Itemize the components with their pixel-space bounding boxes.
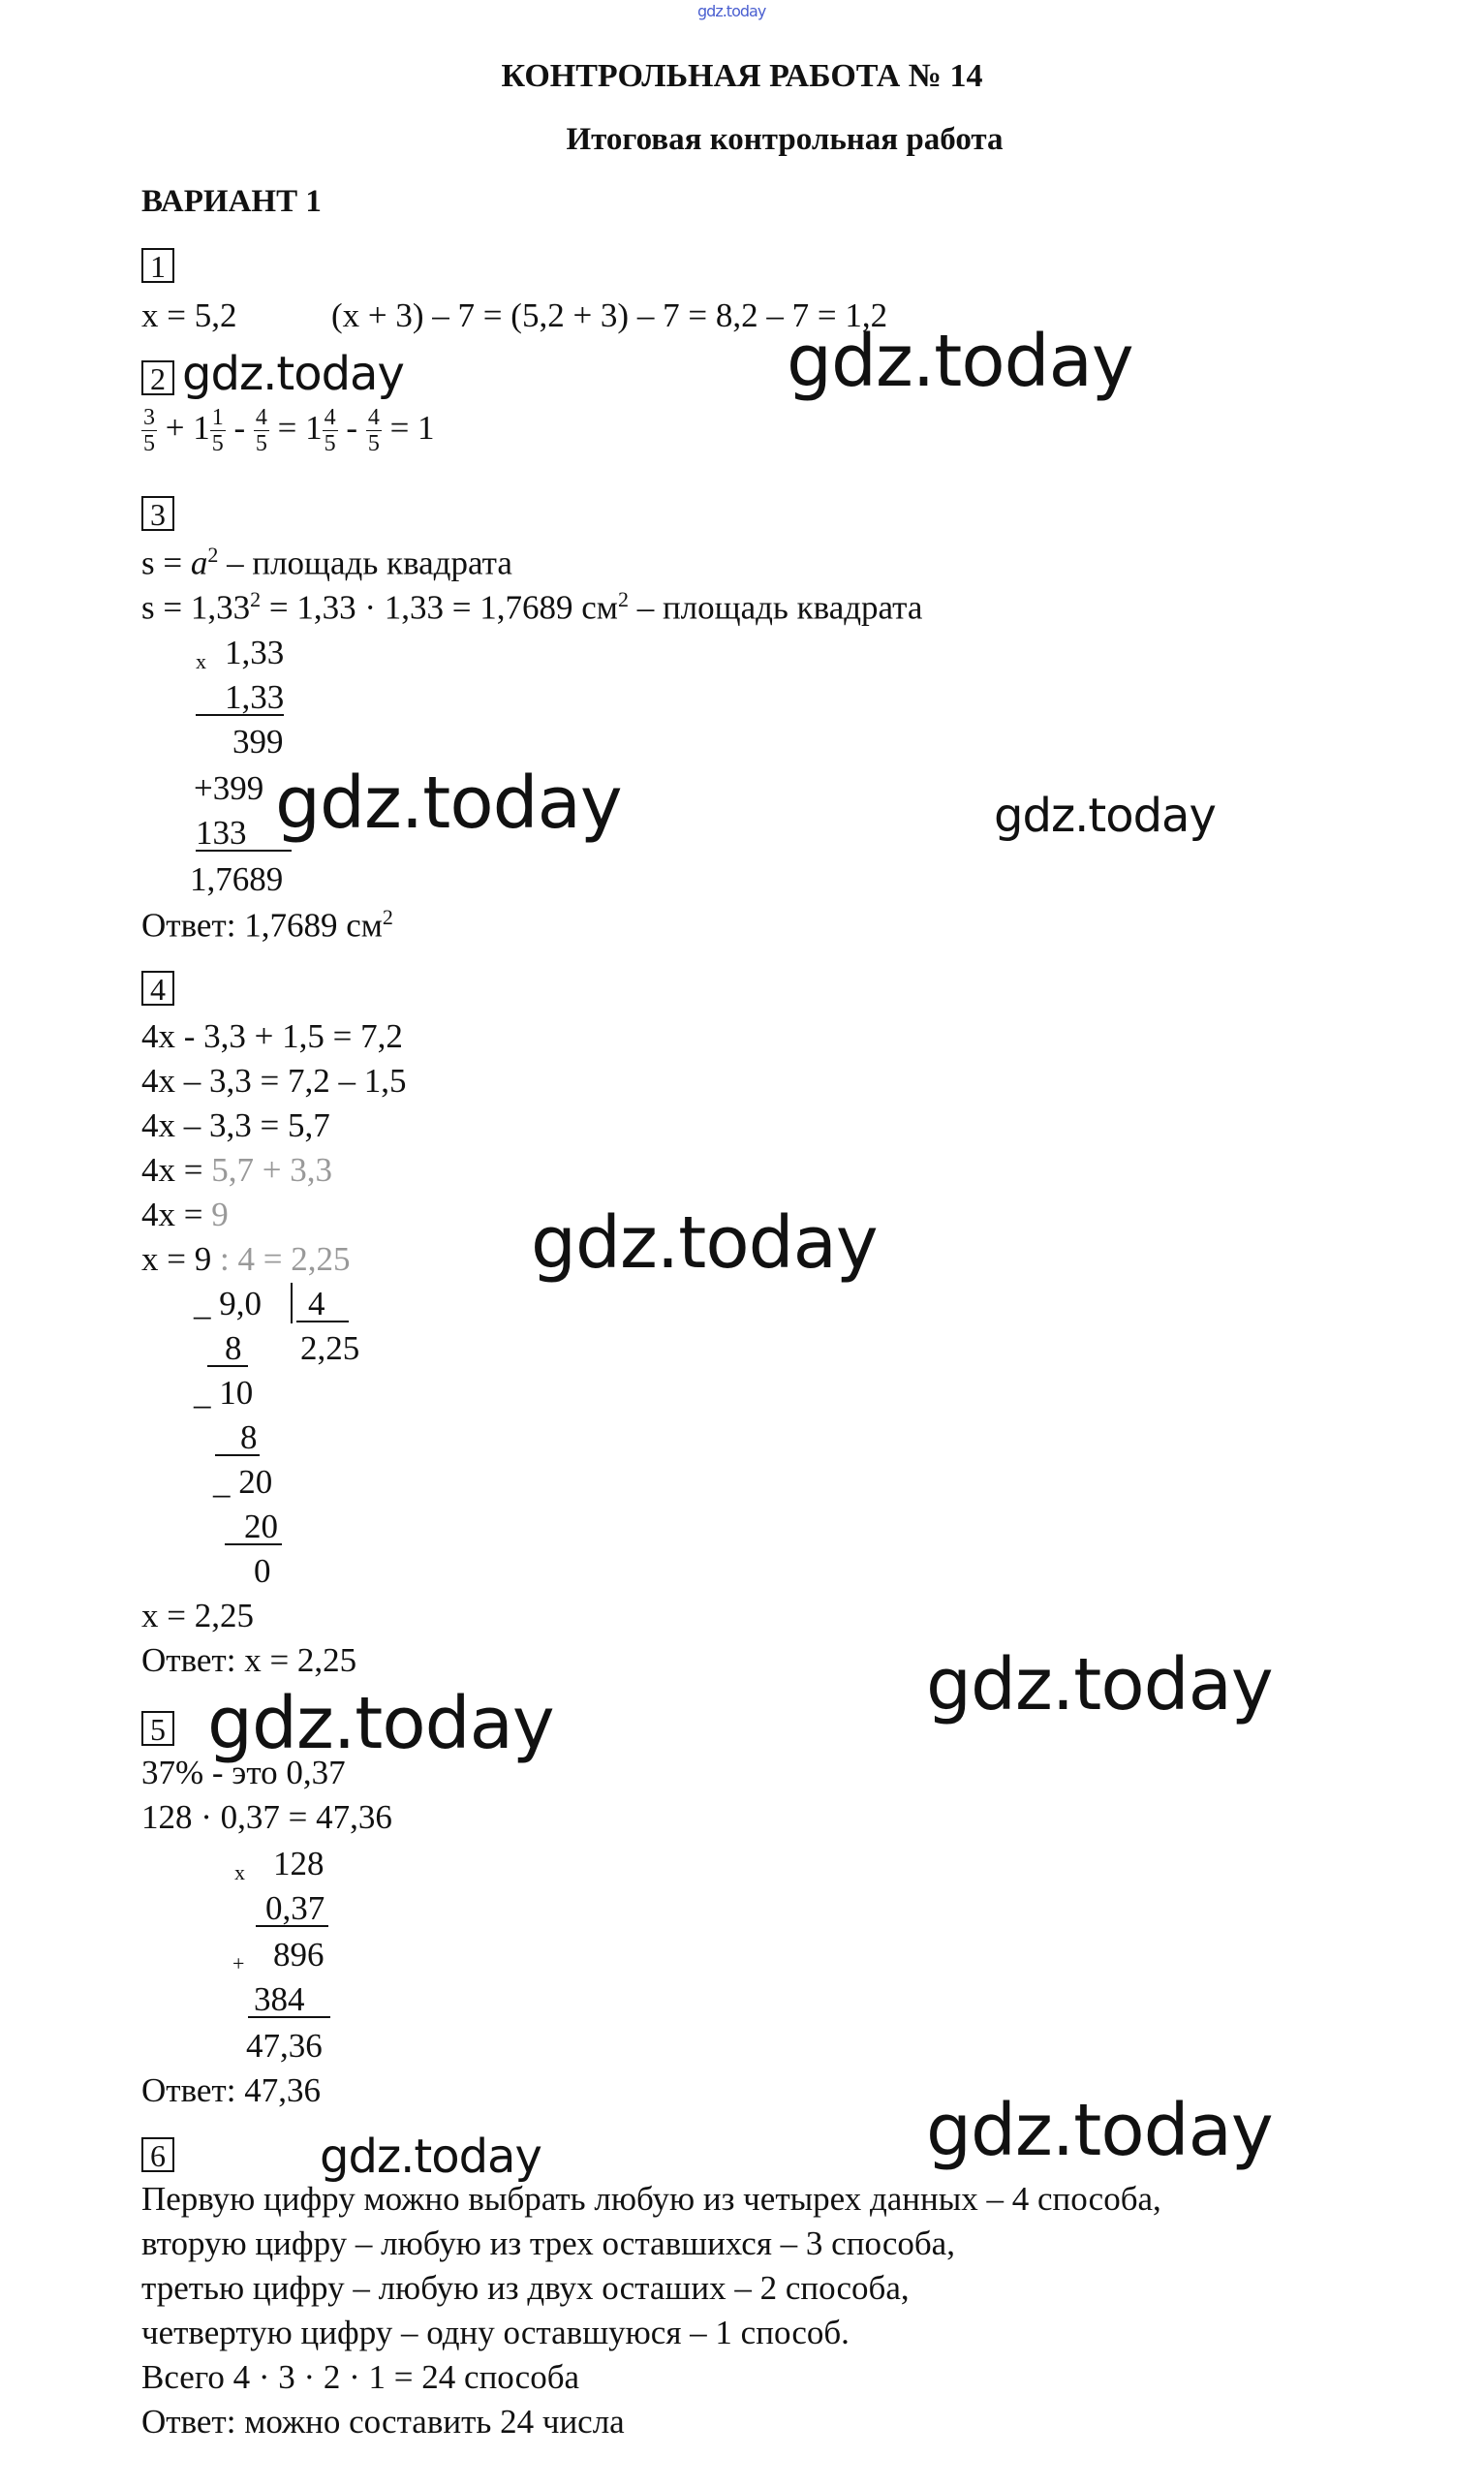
watermark: gdz.today <box>926 2089 1273 2172</box>
division-step: 20 <box>225 1509 282 1545</box>
fraction: $\frac{1}{5}$ <box>211 405 224 457</box>
watermark: gdz.today <box>994 789 1216 843</box>
task6-line: Всего 4 · 3 · 2 · 1 = 24 способа <box>141 2358 580 2396</box>
watermark: gdz.today <box>275 762 622 845</box>
task6-line: вторую цифру – любую из трех оставшихся – 3 способа, <box>141 2224 955 2262</box>
column-mult-line: 128 <box>273 1845 325 1882</box>
task1-expression: (x + 3) – 7 = (5,2 + 3) – 7 = 8,2 – 7 = 1,2 <box>331 296 888 334</box>
task6-line: Первую цифру можно выбрать любую из четырех данных – 4 способа, <box>141 2180 1161 2218</box>
watermark: gdz.today <box>531 1201 878 1285</box>
task2-expression: $\frac{3}{5}$ + 1 $\frac{1}{5}$ - $\frac{4}{5}$ = 1 $\frac{4}{5}$ - $\frac{4}{5}$ = 1 <box>143 405 435 457</box>
task3-calculation: $s = 1,33^2 = 1,33 \cdot 1,33 = 1,7689$ $см^2$ – площадь квадрата <box>141 587 923 627</box>
task-number-1: 1 <box>141 248 174 283</box>
division-bar <box>291 1283 293 1323</box>
task4-answer: Ответ: x = 2,25 <box>141 1641 357 1679</box>
task3-answer: Ответ: 1,7689 $см^2$ <box>141 905 393 945</box>
division-step: _ 20 <box>213 1463 273 1501</box>
task5-line: 128 · 0,37 = 47,36 <box>141 1798 392 1836</box>
plus-sign: + <box>232 1951 245 1975</box>
division-dividend: _ 9,0 <box>194 1285 262 1322</box>
task1-given: x = 5,2 <box>141 296 237 334</box>
column-mult-line: 133 <box>196 816 292 852</box>
column-mult-result: 1,7689 <box>190 860 284 898</box>
multiply-sign: x <box>196 649 206 673</box>
fraction: $\frac{4}{5}$ <box>367 405 380 457</box>
page-title: КОНТРОЛЬНАЯ РАБОТА № 14 <box>501 58 983 94</box>
division-step: _ 10 <box>194 1374 254 1412</box>
watermark: gdz.today <box>320 2130 541 2184</box>
equation-step: 4x – 3,3 = 7,2 – 1,5 <box>141 1062 407 1100</box>
watermark: gdz.today <box>787 320 1133 403</box>
task3-formula: $s = a^2$ – площадь квадрата <box>141 543 512 582</box>
column-mult-result: 47,36 <box>246 2027 323 2065</box>
watermark: gdz.today <box>207 1682 554 1765</box>
equation-step: x = 9 : 4 = 2,25 <box>141 1240 351 1278</box>
equation-step: 4x = 9 <box>141 1196 229 1233</box>
fraction: $\frac{4}{5}$ <box>255 405 267 457</box>
division-remainder: 0 <box>254 1552 271 1590</box>
column-mult-line: +399 <box>194 769 264 807</box>
multiply-sign: x <box>234 1860 245 1884</box>
division-step: 8 <box>215 1420 260 1456</box>
column-mult-line: 1,33 <box>225 634 285 671</box>
fraction: $\frac{4}{5}$ <box>324 405 336 457</box>
task6-line: третью цифру – любую из двух осташих – 2 способа, <box>141 2269 910 2307</box>
task-number-2: 2 <box>141 360 174 395</box>
task-number-5: 5 <box>141 1711 174 1746</box>
fraction: $\frac{3}{5}$ <box>143 405 155 457</box>
equation-step: 4x - 3,3 + 1,5 = 7,2 <box>141 1017 403 1055</box>
column-mult-line: 1,33 <box>196 680 284 716</box>
column-mult-line: 399 <box>232 723 284 761</box>
division-quotient: 2,25 <box>300 1329 360 1367</box>
task6-line: четвертую цифру – одну оставшуюся – 1 способ. <box>141 2314 850 2351</box>
watermark: gdz.today <box>182 347 404 401</box>
equation-step: 4x – 3,3 = 5,7 <box>141 1106 330 1144</box>
task6-answer: Ответ: можно составить 24 числа <box>141 2403 625 2441</box>
task-number-3: 3 <box>141 496 174 531</box>
watermark: gdz.today <box>926 1643 1273 1726</box>
equation-step: 4x = 5,7 + 3,3 <box>141 1151 332 1189</box>
page-subtitle: Итоговая контрольная работа <box>566 122 1004 157</box>
division-divisor: 4 <box>296 1287 349 1322</box>
top-watermark: gdz.today <box>697 2 766 20</box>
task4-result: x = 2,25 <box>141 1597 254 1634</box>
task5-line: 37% - это 0,37 <box>141 1754 346 1791</box>
column-mult-line: 896 <box>273 1936 325 1974</box>
task5-answer: Ответ: 47,36 <box>141 2071 321 2109</box>
task-number-6: 6 <box>141 2137 174 2172</box>
column-mult-line: 384 <box>248 1982 330 2018</box>
column-mult-line: 0,37 <box>256 1891 328 1927</box>
task-number-4: 4 <box>141 971 174 1006</box>
division-step: 8 <box>207 1331 248 1367</box>
variant-heading: ВАРИАНТ 1 <box>141 184 322 219</box>
